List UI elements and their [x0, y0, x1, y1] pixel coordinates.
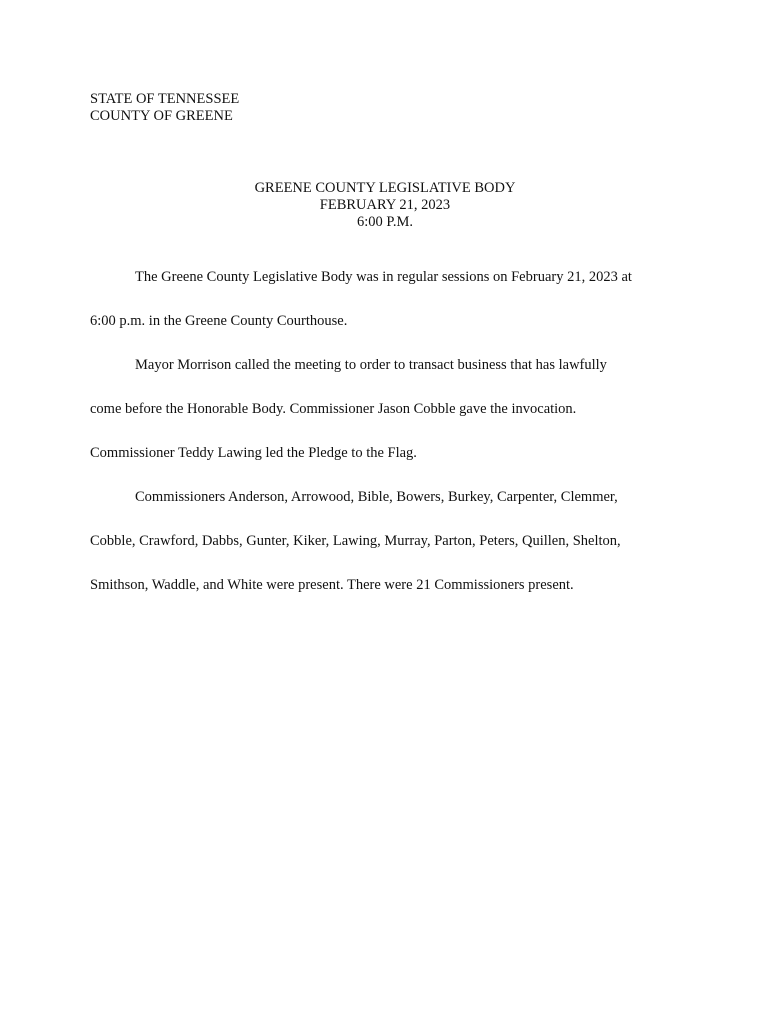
paragraph-3-line-2: Cobble, Crawford, Dabbs, Gunter, Kiker, Lawing, Murray, Parton, Peters, Quillen, Shelton,: [90, 533, 621, 549]
county-line: COUNTY OF GREENE: [90, 108, 233, 124]
paragraph-1-line-2: 6:00 p.m. in the Greene County Courthouse.: [90, 313, 348, 329]
meeting-date: FEBRUARY 21, 2023: [319, 197, 451, 213]
state-line: STATE OF TENNESSEE: [90, 91, 240, 107]
meeting-heading: [0, 180, 770, 231]
paragraph-1-line-1: The Greene County Legislative Body was in regular sessions on February 21, 2023 at: [135, 269, 632, 285]
paragraph-2-line-3: Commissioner Teddy Lawing led the Pledge to the Flag.: [90, 445, 417, 461]
paragraph-2-line-2: come before the Honorable Body. Commissioner Jason Cobble gave the invocation.: [90, 401, 577, 417]
legislative-body-title: GREENE COUNTY LEGISLATIVE BODY: [254, 180, 516, 196]
jurisdiction-block: [90, 91, 239, 125]
paragraph-3-line-3: Smithson, Waddle, and White were present. There were 21 Commissioners present.: [90, 577, 574, 593]
minutes-body: [90, 268, 662, 620]
paragraph-3-line-1: Commissioners Anderson, Arrowood, Bible, Bowers, Burkey, Carpenter, Clemmer,: [135, 489, 618, 505]
meeting-time: 6:00 P.M.: [356, 214, 413, 230]
paragraph-2-line-1: Mayor Morrison called the meeting to order to transact business that has lawfully: [135, 357, 607, 373]
